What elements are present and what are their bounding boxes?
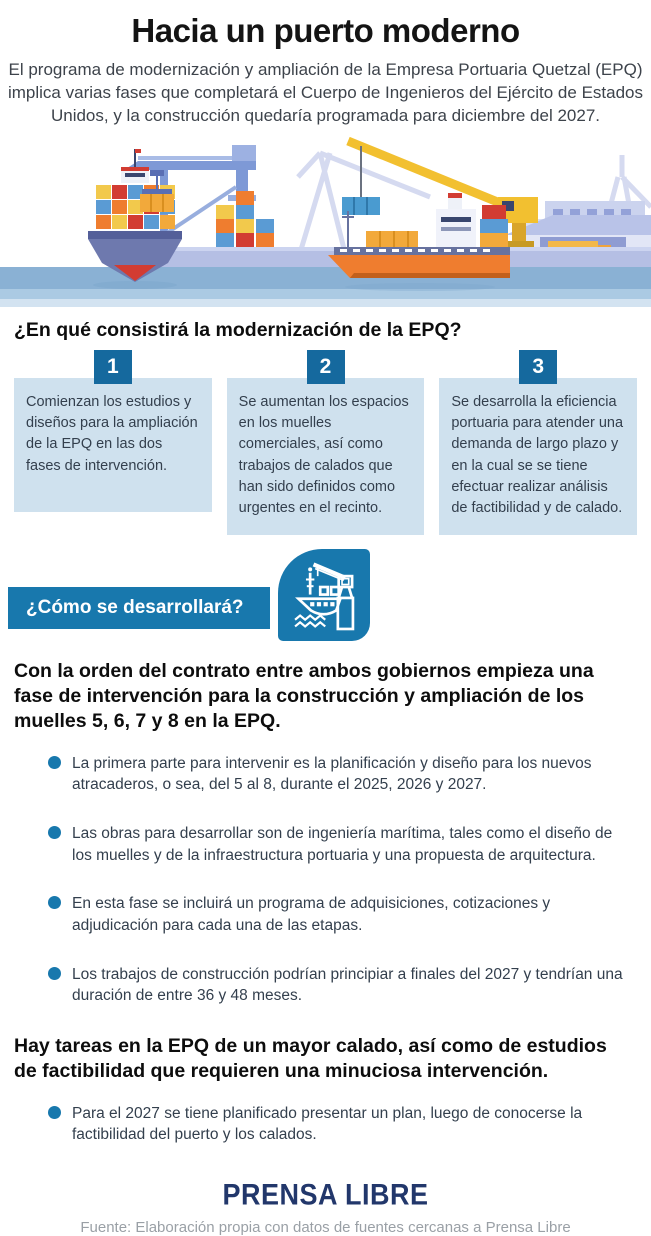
step-3-text: Se desarrolla la eficiencia portuaria para atender una demanda de largo plazo y en la cual se se tiene efectuar realizar análisis de factibilidad y de calado. <box>439 378 637 534</box>
steps-row <box>14 350 637 534</box>
bullet-item <box>48 753 629 796</box>
bullet-item <box>48 964 629 1007</box>
step-2 <box>227 350 425 534</box>
how-bullet-list <box>0 753 651 1008</box>
bullet-text: Las obras para desarrollar son de ingeniería marítima, tales como el diseño de los muelles y de la infraestructura portuaria y una propuesta de arquitectura. <box>72 824 613 864</box>
step-3-number-badge: 3 <box>519 350 557 384</box>
bullet-dot <box>48 826 61 839</box>
bullet-dot <box>48 896 61 909</box>
step-2-text: Se aumentan los espacios en los muelles comerciales, así como trabajos de calados que han sido definidos como urgentes en el recinto. <box>227 378 425 534</box>
bullet-text: La primera parte para intervenir es la planificación y diseño para los nuevos atracaderos, o sea, del 5 al 8, durante el 2025, 2026 y 2027. <box>72 754 592 794</box>
step-3 <box>439 350 637 534</box>
footer <box>0 1180 651 1236</box>
section1-heading: ¿En qué consistirá la modernización de la EPQ? <box>14 319 462 342</box>
tasks-bullet-list <box>0 1103 651 1146</box>
bullet-text: En esta fase se incluirá un programa de adquisiciones, cotizaciones y adjudicación para cada una de las etapas. <box>72 895 551 935</box>
bullet-dot <box>48 1106 61 1119</box>
page-title: Hacia un puerto moderno <box>131 12 520 49</box>
step-1-number-badge: 1 <box>94 350 132 384</box>
how-banner <box>8 587 270 629</box>
port-crane-ship-icon <box>285 555 363 635</box>
bullet-dot <box>48 756 61 769</box>
dock-container-stacks <box>216 191 274 247</box>
step-2-number-badge: 2 <box>307 350 345 384</box>
step-1 <box>14 350 212 534</box>
crane-ship-icon-tile <box>278 549 370 641</box>
intro-text: El programa de modernización y ampliación de la Empresa Portuaria Quetzal (EPQ) implica varias fases que completará el Cuerpo de Ingenieros del Ejército de Estados Unidos, y la construcción quedaría programada para diciembre del 2027. <box>7 59 643 125</box>
tasks-lead: Hay tareas en la EPQ de un mayor calado, así como de estudios de factibilidad que requieren una minuciosa intervención. <box>14 1035 607 1083</box>
bullet-dot <box>48 967 61 980</box>
step-1-text: Comienzan los estudios y diseños para la ampliación de la EPQ en las dos fases de intervención. <box>14 378 212 512</box>
bullet-item <box>48 823 629 866</box>
bullet-text: Para el 2027 se tiene planificado presentar un plan, luego de conocerse la factibilidad del puerto y los calados. <box>72 1104 583 1144</box>
prensa-libre-logo: PRENSA LIBRE <box>222 1178 429 1212</box>
source-text: Fuente: Elaboración propia con datos de fuentes cercanas a Prensa Libre <box>80 1219 571 1236</box>
how-lead: Con la orden del contrato entre ambos gobiernos empieza una fase de intervención para la construcción y ampliación de los muelles 5, 6, 7 y 8 en la EPQ. <box>14 659 594 733</box>
port-illustration <box>0 135 651 307</box>
bullet-text: Los trabajos de construcción podrían principiar a finales del 2027 y tendrían una duración de entre 36 y 48 meses. <box>72 965 623 1005</box>
bullet-item <box>48 1103 629 1146</box>
water <box>0 267 651 307</box>
how-banner-label: ¿Cómo se desarrollará? <box>26 596 244 618</box>
how-section-header <box>0 545 651 645</box>
bullet-item <box>48 893 629 936</box>
